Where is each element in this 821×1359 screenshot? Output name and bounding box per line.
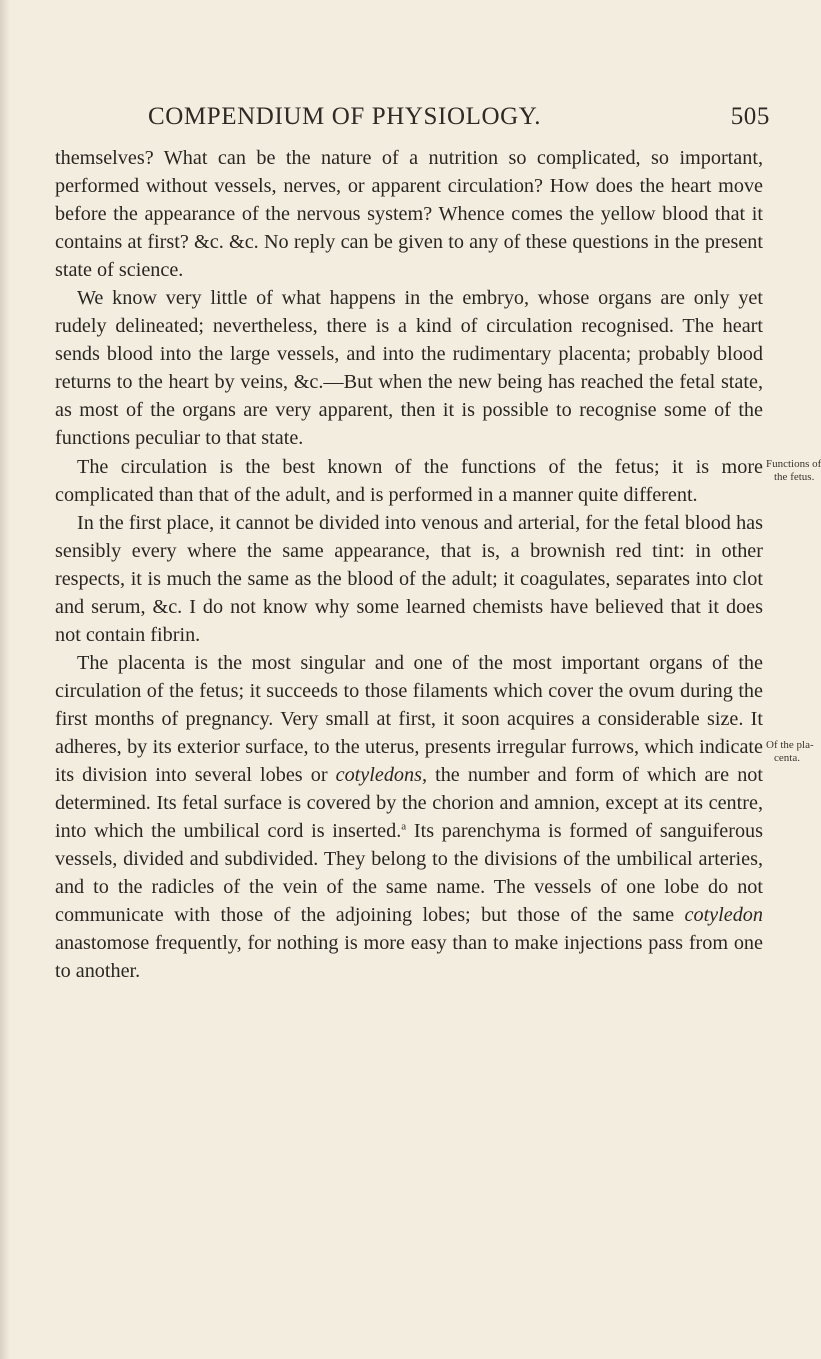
- paragraph-5-text-b: the number and form of which are not determined. Its fetal surface is covered by the chorion and amnion, except at its centre, into which the umbilical cord is inserted.: [55, 764, 763, 843]
- margin-note-functions-fetus: [766, 458, 821, 484]
- paragraph-5-text-c: Its parenchyma is formed of sanguiferous vessels, divided and subdivided. They belong to the divisions of the umbilical arteries, and to the radicles of the vein of the same name. The vessels of one lobe do not communicate with those of the adjoining lobes; but those of the same: [55, 820, 764, 927]
- margin-note-line: the fetus.: [774, 471, 815, 483]
- page-number: 505: [730, 103, 770, 130]
- paragraph-2-text: We know very little of what happens in the embryo, whose organs are only yet rudely delineated; nevertheless, there is a kind of circulation recognised. The heart sends blood into the large vessels, and into the rudimentary placenta; probably blood returns to the heart by veins, &c.—But when the new being has reached the fetal state, as most of the organs are very apparent, then it is possible to recognise some of the functions peculiar to that state.: [55, 287, 763, 450]
- paragraph-5-italic-cotyledon: cotyledon: [684, 904, 763, 927]
- paragraph-4: [55, 509, 763, 649]
- running-title: COMPENDIUM OF PHYSIOLOGY.: [148, 103, 542, 130]
- margin-note-line: centa.: [774, 752, 800, 764]
- paragraph-3: [55, 453, 763, 509]
- paragraph-5: [55, 649, 763, 986]
- paragraph-2: [55, 284, 763, 452]
- paragraph-5-text-a: The placenta is the most singular and one of the most important organs of the circulation of the fetus; it succeeds to those filaments which cover the ovum during the first months of pregnancy. Very small at first, it soon acquires a considerable size. It adheres, by its exterior surface, to the uterus, presents irregular furrows, which indicate its division into several lobes or: [55, 651, 763, 787]
- page-gutter-shadow: [0, 0, 10, 1359]
- margin-note-line: Of the pla-: [766, 739, 814, 751]
- margin-note-line: Functions of: [766, 458, 821, 470]
- footnote-mark: a: [401, 820, 407, 833]
- paragraph-4-text: In the first place, it cannot be divided into venous and arterial, for the fetal blood has sensibly every where the same appearance, that is, a brownish red tint: in other respects, it is much the same as the blood of the adult; it coagulates, separates into clot and serum, &c. I do not know why some learned chemists have believed that it does not contain fibrin.: [55, 511, 763, 646]
- paragraph-3-text: The circulation is the best known of the functions of the fetus; it is more complicated than that of the adult, and is performed in a manner quite different.: [55, 455, 763, 506]
- paragraph-1-text: themselves? What can be the nature of a nutrition so complicated, so important, performed without vessels, nerves, or apparent circulation? How does the heart move before the appearance of the nervous system? Whence comes the yellow blood that it contains at first? &c. &c. No reply can be given to any of these questions in the present state of science.: [55, 147, 763, 282]
- body-text: [55, 144, 763, 985]
- margin-note-placenta: [766, 739, 814, 765]
- paragraph-1: [55, 144, 763, 284]
- paragraph-5-text-d: anastomose frequently, for nothing is more easy than to make injections pass from one to another.: [55, 932, 763, 983]
- paragraph-5-italic-cotyledons: cotyledons,: [335, 764, 428, 787]
